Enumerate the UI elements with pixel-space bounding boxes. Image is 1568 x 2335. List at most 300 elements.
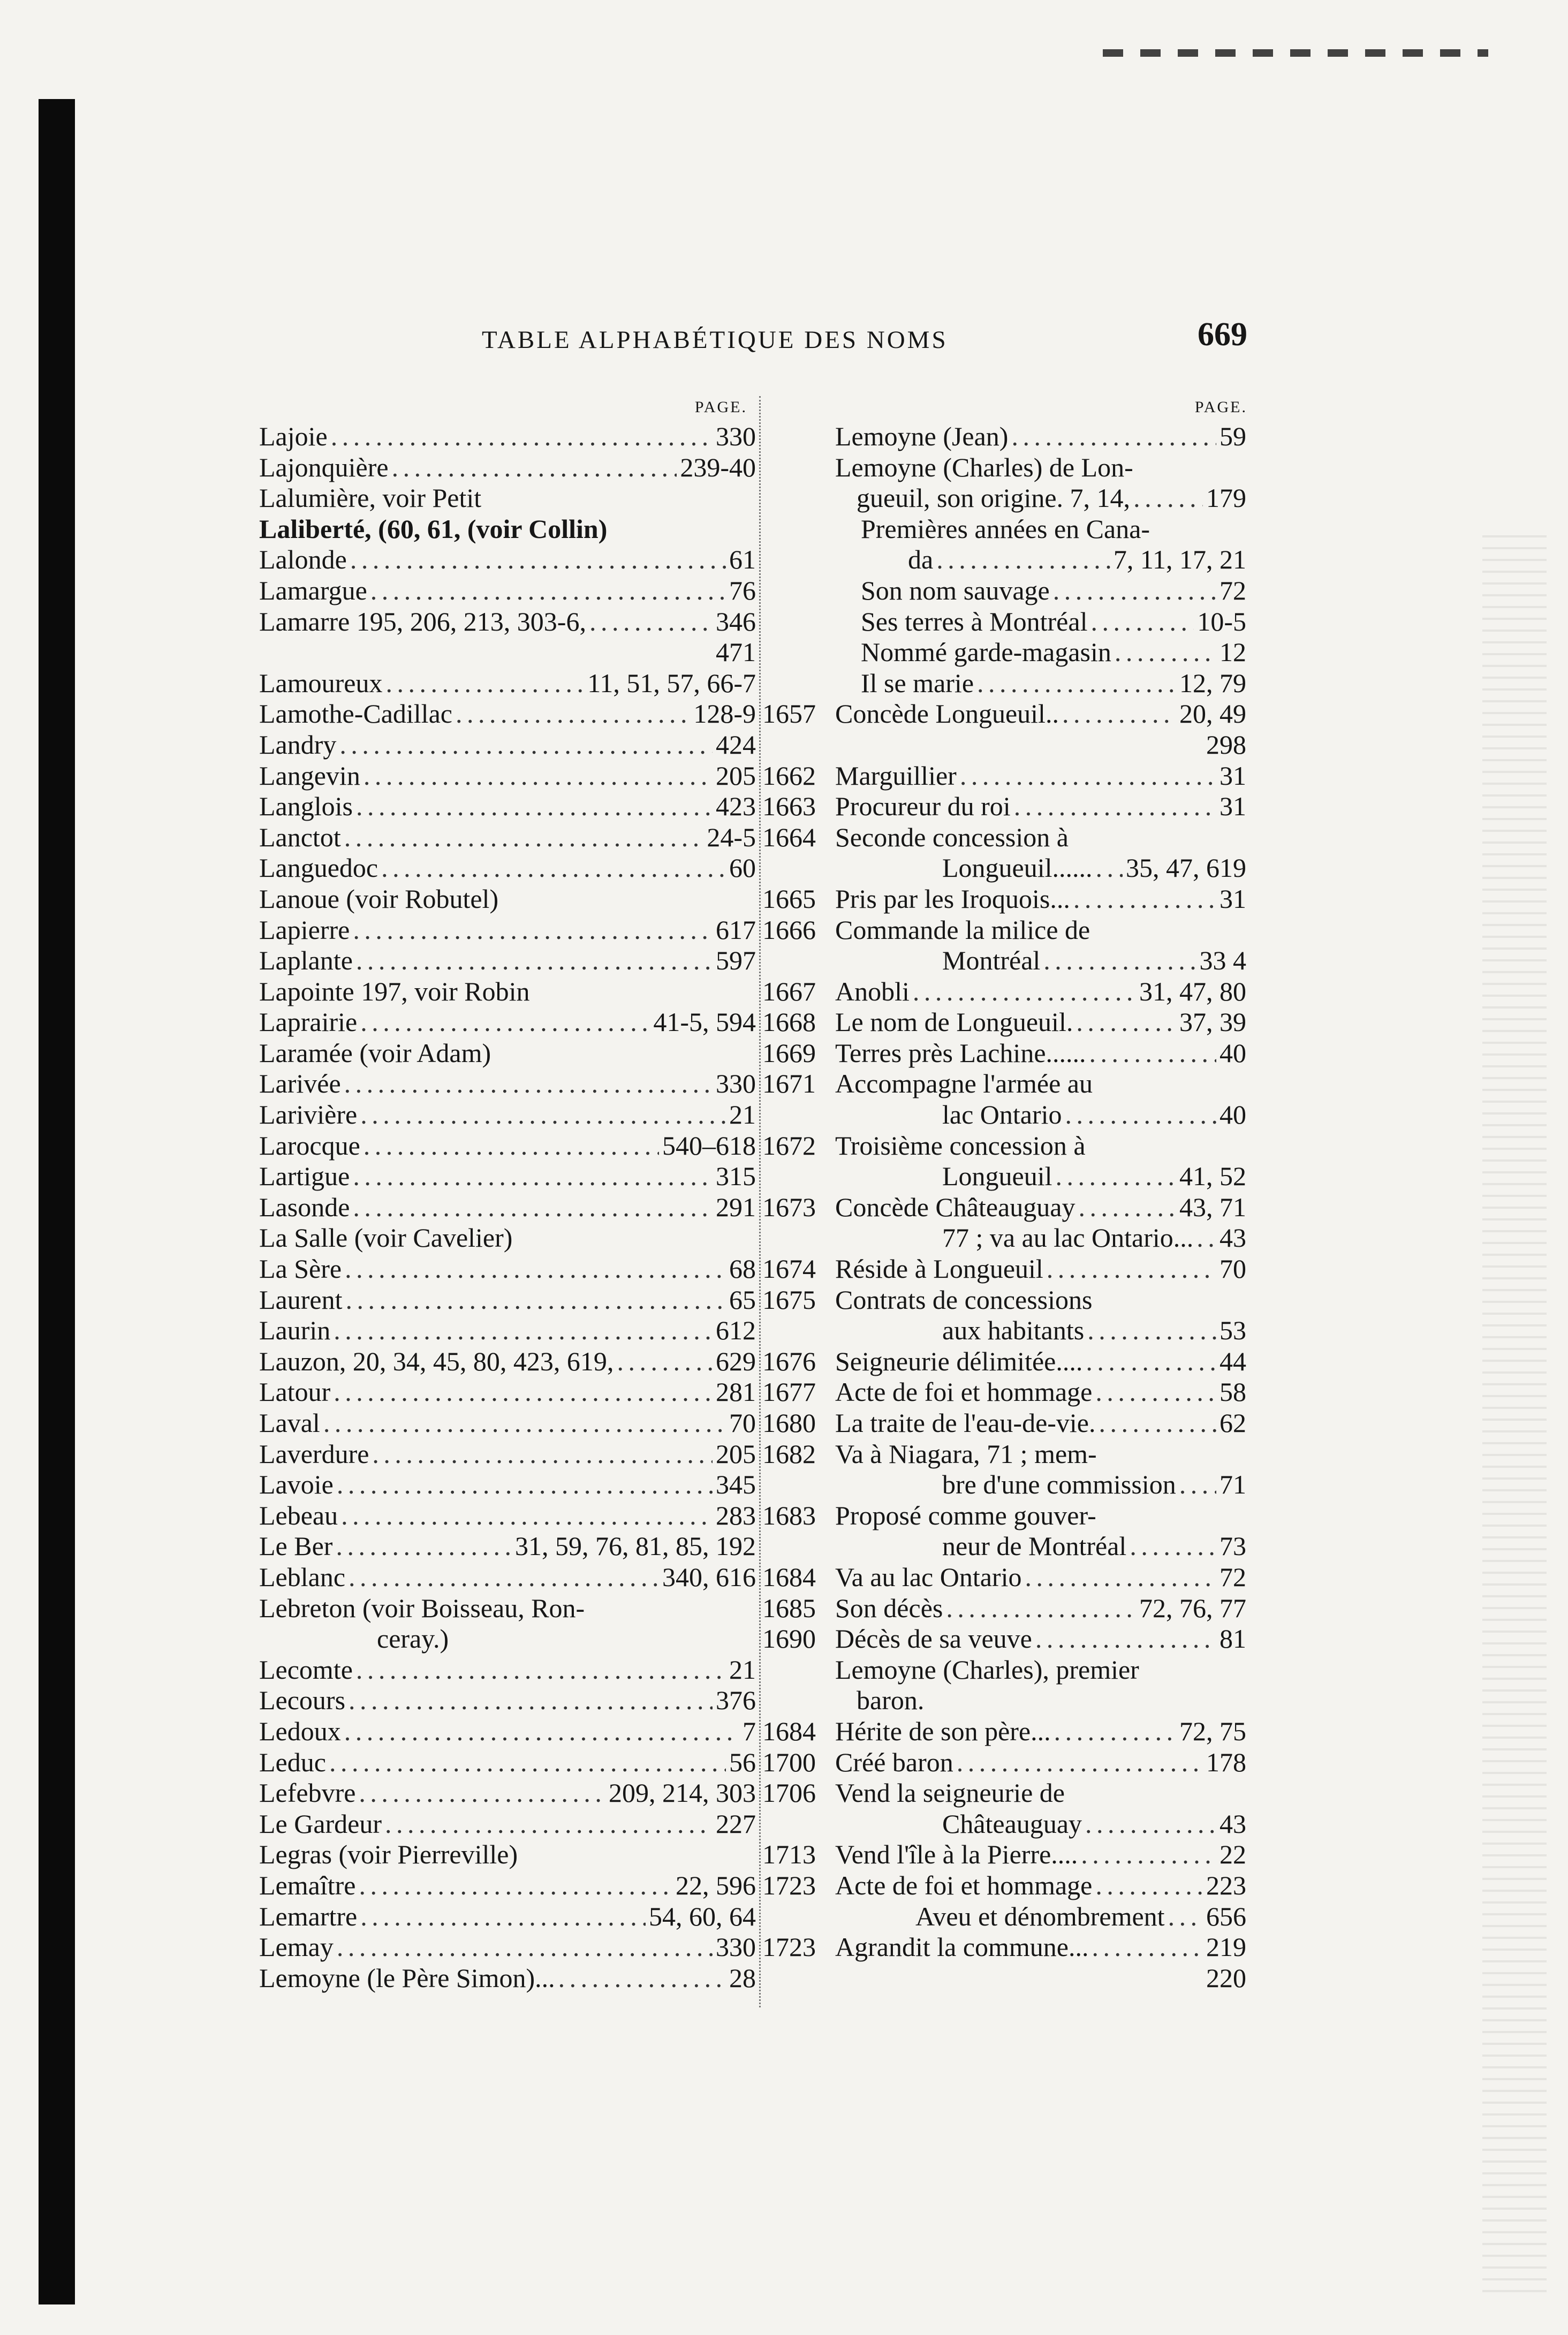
index-entry: [762, 1500, 1253, 1532]
index-entry: [259, 1038, 762, 1069]
index-entry: [259, 1068, 762, 1100]
dot-leader: [1011, 421, 1216, 452]
entry-pages: 345: [716, 1469, 756, 1500]
entry-pages: 205: [716, 760, 756, 791]
entry-name: Lemoyne (Jean): [835, 421, 1009, 451]
entry-name: Il se marie: [861, 668, 974, 698]
dot-leader: [1086, 1346, 1216, 1377]
entry-name: Châteauguay: [942, 1808, 1082, 1839]
entry-year: 1674: [762, 1254, 816, 1284]
entry-pages: 22, 596: [676, 1870, 756, 1900]
entry-name: Langlois: [259, 791, 353, 822]
entry-pages: 53: [1219, 1315, 1246, 1346]
entry-pages: 35, 47, 619: [1126, 853, 1246, 883]
entry-year: 1672: [762, 1130, 816, 1161]
entry-name: Lemay: [259, 1932, 334, 1962]
entry-pages: 20, 49: [1179, 699, 1246, 729]
entry-name: Proposé comme gouver-: [835, 1500, 1096, 1530]
index-entry: [259, 575, 762, 607]
entry-name: Laplante: [259, 945, 353, 976]
entry-pages: 179: [1206, 483, 1246, 513]
dot-leader: [331, 421, 713, 452]
entry-name: Laramée (voir Adam): [259, 1037, 491, 1068]
index-entry: [259, 1747, 762, 1778]
dot-leader: [1054, 1716, 1176, 1747]
index-entry: [259, 544, 762, 575]
dot-leader: [1087, 1315, 1216, 1346]
entry-pages: 21: [729, 1654, 756, 1685]
dot-leader: [337, 1469, 713, 1500]
entry-pages: 76: [729, 575, 756, 605]
index-entry: [259, 421, 762, 452]
entry-name: Agrandit la commune...: [835, 1932, 1089, 1962]
index-entry: [259, 483, 762, 514]
entry-pages: 7: [743, 1716, 756, 1746]
dot-leader: [1043, 945, 1196, 976]
entry-pages: 31: [1219, 883, 1246, 914]
dot-leader: [1179, 1469, 1216, 1500]
index-entry: [259, 1346, 762, 1377]
index-entry: [259, 1377, 762, 1408]
dot-leader: [1133, 483, 1203, 514]
entry-pages: 291: [716, 1192, 756, 1222]
dot-leader: [1095, 1870, 1203, 1901]
entry-pages: 68: [729, 1254, 756, 1284]
entry-name: Lalumière, voir Petit: [259, 483, 482, 513]
entry-name: Ses terres à Montréal: [861, 606, 1088, 636]
entry-name: Larivière: [259, 1100, 358, 1130]
entry-name: Lalonde: [259, 544, 347, 575]
index-entry: [762, 1131, 1253, 1162]
entry-name: Seconde concession à: [835, 822, 1069, 852]
entry-pages: 219: [1206, 1932, 1246, 1962]
entry-pages: 330: [716, 1932, 756, 1962]
dot-leader: [1130, 1531, 1216, 1562]
entry-pages: 22: [1219, 1839, 1246, 1870]
dot-leader: [385, 1809, 713, 1840]
dot-leader: [344, 1068, 713, 1100]
entry-year: 1657: [762, 699, 816, 729]
entry-name: Son décès: [835, 1593, 943, 1623]
entry-pages: 43, 71: [1179, 1192, 1246, 1222]
entry-pages: 72: [1219, 1561, 1246, 1592]
dot-leader: [359, 1778, 605, 1809]
index-entry: [762, 699, 1253, 730]
index-entry: [259, 1223, 762, 1254]
entry-name: Languedoc: [259, 853, 378, 883]
entry-pages: 423: [716, 791, 756, 822]
entry-name: Lemartre: [259, 1901, 358, 1931]
entry-pages: 44: [1219, 1346, 1246, 1376]
index-entry: [762, 915, 1253, 946]
dot-leader: [1053, 575, 1216, 607]
entry-name: Procureur du roi: [835, 791, 1011, 822]
entry-name: Longueuil......: [942, 853, 1093, 883]
entry-year: 1700: [762, 1747, 816, 1777]
index-entry: [762, 853, 1253, 884]
index-entry: [259, 637, 762, 668]
dot-leader: [1035, 1624, 1216, 1655]
entry-year: 1723: [762, 1870, 816, 1900]
entry-name: Lajoie: [259, 421, 328, 451]
index-entry: [762, 421, 1253, 452]
index-entry: [762, 483, 1253, 514]
entry-name: Acte de foi et hommage: [835, 1377, 1093, 1407]
index-entry: [259, 1285, 762, 1316]
entry-name: Laval: [259, 1408, 320, 1438]
entry-pages: 70: [1219, 1254, 1246, 1284]
dot-leader: [1056, 1161, 1176, 1192]
index-entry: [762, 1747, 1253, 1778]
dot-leader: [1096, 853, 1123, 884]
index-entry: [762, 1562, 1253, 1593]
entry-name: Lebreton (voir Boisseau, Ron-: [259, 1593, 585, 1623]
index-entry: [762, 1161, 1253, 1192]
entry-pages: 220: [1206, 1962, 1246, 1993]
index-entry: [259, 1716, 762, 1747]
entry-name: Lapierre: [259, 914, 350, 945]
dot-leader: [344, 822, 704, 853]
index-entry: [259, 1778, 762, 1809]
entry-pages: 31: [1219, 760, 1246, 791]
entry-year: 1675: [762, 1284, 816, 1315]
entry-pages: 424: [716, 729, 756, 760]
index-entry: [259, 452, 762, 483]
entry-pages: 37, 39: [1179, 1007, 1246, 1037]
index-entry: [259, 976, 762, 1007]
entry-pages: 21: [729, 1100, 756, 1130]
index-entry: [762, 1100, 1253, 1131]
index-entry: [259, 1007, 762, 1038]
dot-leader: [329, 1747, 726, 1778]
entry-year: 1665: [762, 883, 816, 914]
entry-pages: 60: [729, 853, 756, 883]
index-entry: [762, 1377, 1253, 1408]
index-entry: [762, 791, 1253, 822]
entry-year: 1663: [762, 791, 816, 822]
index-entry: [762, 1716, 1253, 1747]
index-entry: [762, 1809, 1253, 1840]
entry-pages: 43: [1219, 1223, 1246, 1253]
entry-year: 1666: [762, 914, 816, 945]
dot-leader: [1065, 1100, 1216, 1131]
entry-pages: 376: [716, 1685, 756, 1716]
entry-name: Seigneurie délimitée....: [835, 1346, 1083, 1376]
entry-name: Langevin: [259, 760, 360, 791]
entry-year: 1682: [762, 1438, 816, 1469]
entry-name: Aveu et dénombrement: [915, 1901, 1165, 1931]
entry-name: Laprairie: [259, 1007, 358, 1037]
entry-year: 1667: [762, 976, 816, 1006]
dot-leader: [370, 575, 726, 607]
entry-name: Lasonde: [259, 1192, 350, 1222]
entry-pages: 70: [729, 1408, 756, 1438]
entry-pages: 41, 52: [1179, 1161, 1246, 1192]
entry-name: Laliberté, (60, 61, (voir Collin): [259, 513, 608, 544]
index-entry: [762, 1870, 1253, 1901]
index-entry: [259, 822, 762, 853]
dot-leader: [360, 1901, 646, 1932]
entry-name: Créé baron: [835, 1747, 953, 1777]
entry-pages: 540–618: [662, 1130, 756, 1161]
entry-name: Laurent: [259, 1284, 343, 1315]
entry-pages: 281: [716, 1377, 756, 1407]
entry-name: Premières années en Cana-: [861, 513, 1150, 544]
entry-name: Vend la seigneurie de: [835, 1778, 1065, 1808]
entry-pages: 59: [1219, 421, 1246, 451]
entry-year: 1671: [762, 1068, 816, 1099]
index-entry: [259, 1655, 762, 1686]
entry-name: Concède Longueuil..: [835, 699, 1059, 729]
entry-pages: 31, 47, 80: [1139, 976, 1246, 1006]
dot-leader: [323, 1408, 726, 1439]
dot-leader: [353, 1192, 713, 1223]
entry-pages: 298: [1206, 729, 1246, 760]
entry-name: Larivée: [259, 1068, 341, 1099]
dot-leader: [1014, 791, 1216, 822]
dot-leader: [957, 1747, 1203, 1778]
entry-name: Laurin: [259, 1315, 331, 1346]
index-entry: [259, 1408, 762, 1439]
index-entry: [762, 730, 1253, 761]
entry-pages: 12: [1219, 637, 1246, 668]
entry-year: 1713: [762, 1839, 816, 1870]
entry-name: da: [908, 544, 934, 575]
dot-leader: [363, 761, 713, 792]
dot-leader: [558, 1963, 726, 1994]
index-entry: [762, 1223, 1253, 1254]
index-entry: [259, 1161, 762, 1192]
entry-pages: 43: [1219, 1808, 1246, 1839]
index-entry: [762, 1038, 1253, 1069]
index-entry: [259, 1439, 762, 1470]
entry-name: Concède Châteauguay: [835, 1192, 1075, 1222]
index-entry: [259, 607, 762, 638]
dot-leader: [960, 761, 1216, 792]
entry-name: Leduc: [259, 1747, 326, 1777]
dot-leader: [381, 853, 726, 884]
entry-pages: 330: [716, 1068, 756, 1099]
entry-pages: 7, 11, 17, 21: [1113, 544, 1246, 575]
entry-name: Lajonquière: [259, 452, 389, 482]
index-entry: [762, 607, 1253, 638]
running-header: [482, 316, 1247, 359]
dot-leader: [344, 1716, 739, 1747]
entry-name: Terres près Lachine......: [835, 1037, 1086, 1068]
dot-leader: [1095, 1377, 1216, 1408]
entry-name: baron.: [857, 1685, 925, 1716]
index-entry: [762, 822, 1253, 853]
scan-smudge: [1103, 49, 1488, 57]
entry-name: Son nom sauvage: [861, 575, 1050, 605]
entry-name: Lecomte: [259, 1654, 353, 1685]
dot-leader: [341, 1500, 713, 1532]
dot-leader: [946, 1593, 1136, 1624]
entry-name: Anobli: [835, 976, 910, 1006]
entry-year: 1673: [762, 1192, 816, 1222]
dot-leader: [1078, 1192, 1176, 1223]
index-entry: [259, 1500, 762, 1532]
book-spine-edge: [39, 99, 75, 2304]
dot-leader: [1025, 1562, 1216, 1593]
dot-leader: [617, 1346, 713, 1377]
entry-pages: 656: [1206, 1901, 1246, 1931]
entry-pages: 11, 51, 57, 66-7: [587, 668, 756, 698]
index-entry: [762, 1655, 1253, 1686]
entry-name: Laverdure: [259, 1438, 369, 1469]
index-column-right: [762, 393, 1253, 1993]
entry-name: 77 ; va au lac Ontario...: [942, 1223, 1194, 1253]
dot-leader: [337, 1932, 713, 1963]
entry-pages: 227: [716, 1808, 756, 1839]
index-entry: [762, 575, 1253, 607]
entry-name: Lemoyne (le Père Simon)...: [259, 1962, 555, 1993]
index-entry: [762, 1901, 1253, 1932]
index-entry: [762, 1624, 1253, 1655]
entry-name: Larocque: [259, 1130, 360, 1161]
dot-leader: [349, 1685, 713, 1716]
entry-pages: 209, 214, 303: [609, 1778, 756, 1808]
index-entry: [259, 1685, 762, 1716]
dot-leader: [1196, 1223, 1216, 1254]
index-entry: [762, 1315, 1253, 1346]
dot-leader: [334, 1377, 713, 1408]
dot-leader: [1089, 1038, 1216, 1069]
dot-leader: [359, 1870, 672, 1901]
entry-pages: 31, 59, 76, 81, 85, 192: [515, 1531, 756, 1561]
entry-name: Lecours: [259, 1685, 346, 1716]
entry-pages: 71: [1219, 1469, 1246, 1500]
dot-leader: [353, 1161, 713, 1192]
entry-name: Montréal: [942, 945, 1041, 976]
index-entry: [762, 452, 1253, 483]
dot-leader: [1081, 1839, 1216, 1870]
index-entry: [259, 730, 762, 761]
dot-leader: [349, 1562, 659, 1593]
entry-year: 1664: [762, 822, 816, 852]
entry-year: 1662: [762, 760, 816, 791]
index-entry: [259, 1593, 762, 1624]
entry-name: Lemoyne (Charles), premier: [835, 1654, 1139, 1685]
index-entry: [762, 945, 1253, 976]
entry-pages: 471: [716, 637, 756, 668]
entry-pages: 33 4: [1199, 945, 1246, 976]
entry-pages: 612: [716, 1315, 756, 1346]
index-entry: [259, 1870, 762, 1901]
entry-year: 1723: [762, 1932, 816, 1962]
entry-name: Réside à Longueuil: [835, 1254, 1043, 1284]
dot-leader: [356, 1655, 726, 1686]
entry-name: Lartigue: [259, 1161, 350, 1192]
dot-leader: [456, 699, 690, 730]
entry-year: 1669: [762, 1037, 816, 1068]
dot-leader: [1115, 637, 1216, 668]
entry-name: Le Ber: [259, 1531, 333, 1561]
page-number: 669: [1198, 316, 1247, 353]
index-entry: [762, 1346, 1253, 1377]
index-entry: [762, 1439, 1253, 1470]
index-entry: [762, 1285, 1253, 1316]
scan-noise: [1482, 535, 1547, 2302]
entry-year: 1706: [762, 1778, 816, 1808]
entry-name: Le nom de Longueuil.: [835, 1007, 1073, 1037]
entry-year: 1676: [762, 1346, 816, 1376]
entry-name: Longueuil: [942, 1161, 1052, 1192]
dot-leader: [936, 544, 1110, 575]
entry-name: Lefebvre: [259, 1778, 356, 1808]
index-entry: [259, 1100, 762, 1131]
entry-name: Lemoyne (Charles) de Lon-: [835, 452, 1133, 482]
entry-pages: 178: [1206, 1747, 1246, 1777]
index-entry: [259, 945, 762, 976]
index-entry: [762, 1254, 1253, 1285]
index-entry: [259, 791, 762, 822]
index-column-left: [259, 393, 762, 1993]
entry-name: Lebeau: [259, 1500, 338, 1530]
entry-name: Lauzon, 20, 34, 45, 80, 423, 619,: [259, 1346, 614, 1376]
entry-name: Lamarre 195, 206, 213, 303-6,: [259, 606, 586, 636]
entry-name: Va à Niagara, 71 ; mem-: [835, 1438, 1097, 1469]
entry-name: bre d'une commission: [942, 1469, 1176, 1500]
dot-leader: [356, 945, 713, 976]
index-entry: [762, 668, 1253, 699]
index-entry: [762, 1192, 1253, 1223]
entry-year: 1684: [762, 1716, 816, 1746]
entry-name: La Salle (voir Cavelier): [259, 1223, 513, 1253]
entry-name: Lemaître: [259, 1870, 356, 1900]
entry-name: Legras (voir Pierreville): [259, 1839, 518, 1870]
dot-leader: [334, 1315, 713, 1346]
index-entry: [762, 1408, 1253, 1439]
index-entry: [762, 637, 1253, 668]
index-entry: [762, 1963, 1253, 1994]
entry-name: Lanoue (voir Robutel): [259, 883, 499, 914]
entry-pages: 40: [1219, 1100, 1246, 1130]
dot-leader: [353, 915, 713, 946]
entry-name: Acte de foi et hommage: [835, 1870, 1093, 1900]
dot-leader: [1073, 884, 1216, 915]
page-column-label: PAGE.: [1194, 398, 1247, 416]
index-entry: [259, 1809, 762, 1840]
index-entry: [259, 1531, 762, 1562]
entry-name: Lanctot: [259, 822, 341, 852]
dot-leader: [1047, 1254, 1216, 1285]
dot-leader: [1090, 607, 1194, 638]
entry-pages: 58: [1219, 1377, 1246, 1407]
entry-name: Le Gardeur: [259, 1808, 382, 1839]
entry-year: 1684: [762, 1561, 816, 1592]
index-entry: [259, 1315, 762, 1346]
dot-leader: [1076, 1007, 1176, 1038]
entry-name: Commande la milice de: [835, 914, 1090, 945]
index-entry: [259, 915, 762, 946]
dot-leader: [372, 1439, 713, 1470]
dot-leader: [363, 1131, 659, 1162]
index-entry: [259, 1963, 762, 1994]
entry-name: Nommé garde-magasin: [861, 637, 1111, 668]
entry-pages: 81: [1219, 1624, 1246, 1654]
entry-name: Lavoie: [259, 1469, 334, 1500]
dot-leader: [589, 607, 713, 638]
index-entry: [762, 884, 1253, 915]
entry-name: La traite de l'eau-de-vie.: [835, 1408, 1096, 1438]
dot-leader: [1092, 1932, 1203, 1963]
entry-pages: 31: [1219, 791, 1246, 822]
entry-pages: 597: [716, 945, 756, 976]
entry-name: neur de Montréal: [942, 1531, 1127, 1561]
entry-name: Troisième concession à: [835, 1130, 1086, 1161]
index-entry: [762, 1778, 1253, 1809]
